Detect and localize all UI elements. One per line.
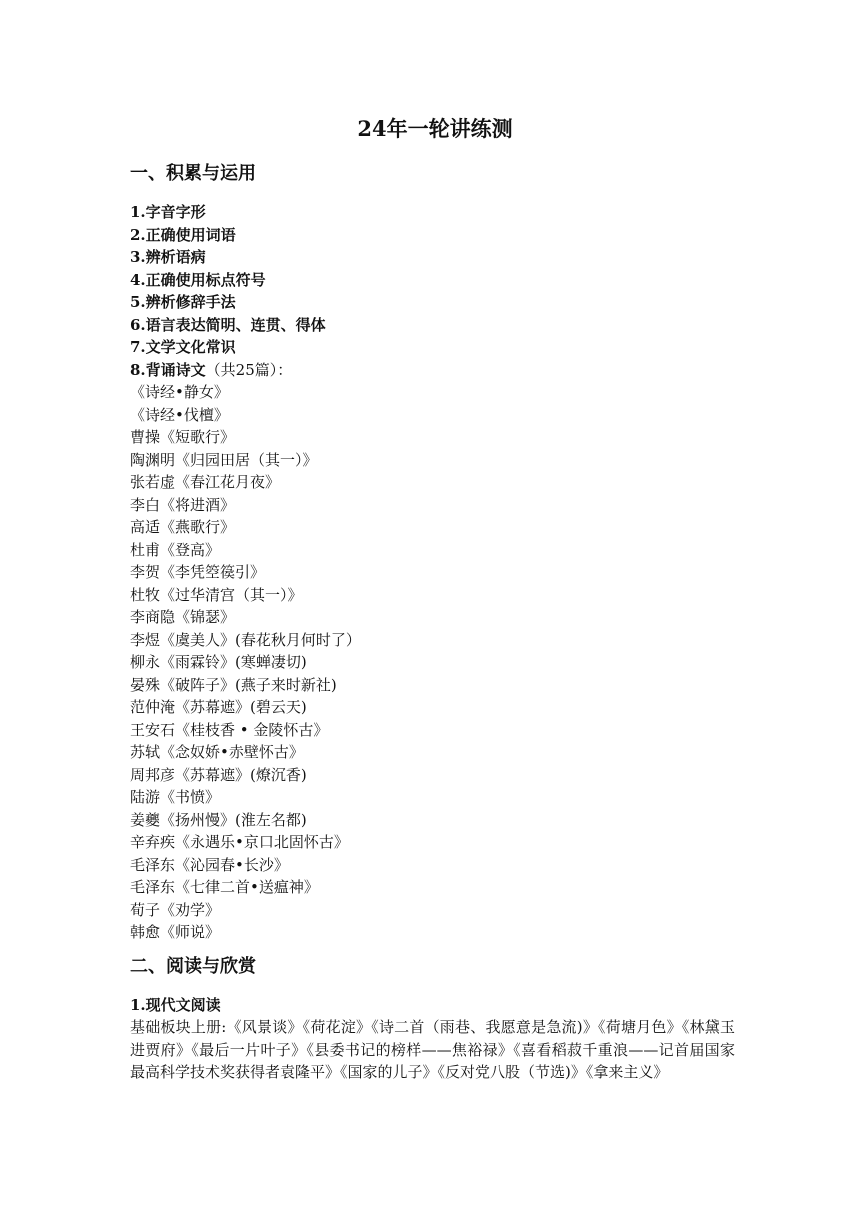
poem-item: 《诗经•伐檀》 xyxy=(130,405,229,424)
poem-item: 张若虚《春江花月夜》 xyxy=(130,473,281,491)
poem-item: 杜甫《登高》 xyxy=(130,540,221,559)
poem-item: 周邦彦《苏幕遮》(燎沉香) xyxy=(130,765,307,784)
poem-item: 晏殊《破阵子》(燕子来时新社) xyxy=(130,675,337,694)
poem-item: 李煜《虞美人》(春花秋月何时了） xyxy=(130,630,361,649)
poem-item: 辛弃疾《永遇乐•京口北固怀古》 xyxy=(130,833,349,851)
accumulation-list xyxy=(130,201,740,381)
list-item: 1.字音字形 xyxy=(130,203,206,221)
list-item: 5.辨析修辞手法 xyxy=(130,293,236,311)
list-item: 6.语言表达简明、连贯、得体 xyxy=(130,315,326,334)
poem-item: 毛泽东《七律二首•送瘟神》 xyxy=(130,878,319,896)
poem-item: 李贺《李凭箜篌引》 xyxy=(130,563,266,581)
poem-item: 毛泽东《沁园春•长沙》 xyxy=(130,855,289,874)
poem-list xyxy=(130,381,740,944)
poem-item: 陆游《书愤》 xyxy=(130,788,221,806)
poem-item: 曹操《短歌行》 xyxy=(130,428,236,446)
document-title: 24年一轮讲练测 xyxy=(357,116,513,141)
poem-item: 苏轼《念奴娇•赤壁怀古》 xyxy=(130,743,304,761)
poem-item: 李白《将进酒》 xyxy=(130,495,236,514)
list-item: 2.正确使用词语 xyxy=(130,225,236,244)
modern-reading-paragraph: 基础板块上册:《风景谈》《荷花淀》《诗二首（雨巷、我愿意是急流)》《荷塘月色》《林黛玉进贾府》《最后一片叶子》《县委书记的榜样——焦裕禄》《喜看稻菽千重浪——记首届国家最高科学技术奖获得者袁隆平》《国家的儿子》《反对党八股（节选)》《拿来主义》 xyxy=(130,1018,735,1081)
poem-item: 柳永《雨霖铃》(寒蝉凄切) xyxy=(130,653,307,671)
poem-item: 陶渊明《归园田居（其一）》 xyxy=(130,450,318,469)
list-item: 7.文学文化常识 xyxy=(130,338,236,356)
poem-item: 范仲淹《苏幕遮》(碧云天) xyxy=(130,698,307,716)
section-heading-reading: 二、阅读与欣赏 xyxy=(130,955,256,977)
recitation-label: 8.背诵诗文 xyxy=(130,360,206,379)
poem-item: 杜牧《过华清宫（其一）》 xyxy=(130,585,303,604)
poem-item: 《诗经•静女》 xyxy=(130,383,229,401)
section-heading-accumulation: 一、积累与运用 xyxy=(130,163,256,184)
poem-item: 韩愈《师说》 xyxy=(130,923,221,941)
recitation-count: （共25篇）： xyxy=(205,360,293,379)
poem-item: 姜夔《扬州慢》(淮左名都) xyxy=(130,810,307,829)
poem-item: 王安石《桂枝香 • 金陵怀古》 xyxy=(130,720,329,739)
list-item: 4.正确使用标点符号 xyxy=(130,270,266,289)
list-item: 3.辨析语病 xyxy=(130,248,206,266)
modern-reading-heading: 1.现代文阅读 xyxy=(130,995,221,1014)
list-item-recitation xyxy=(130,359,740,382)
poem-item: 高适《燕歌行》 xyxy=(130,518,236,536)
document-page xyxy=(130,113,740,1084)
poem-item: 荀子《劝学》 xyxy=(130,900,221,919)
poem-item: 李商隐《锦瑟》 xyxy=(130,608,236,626)
